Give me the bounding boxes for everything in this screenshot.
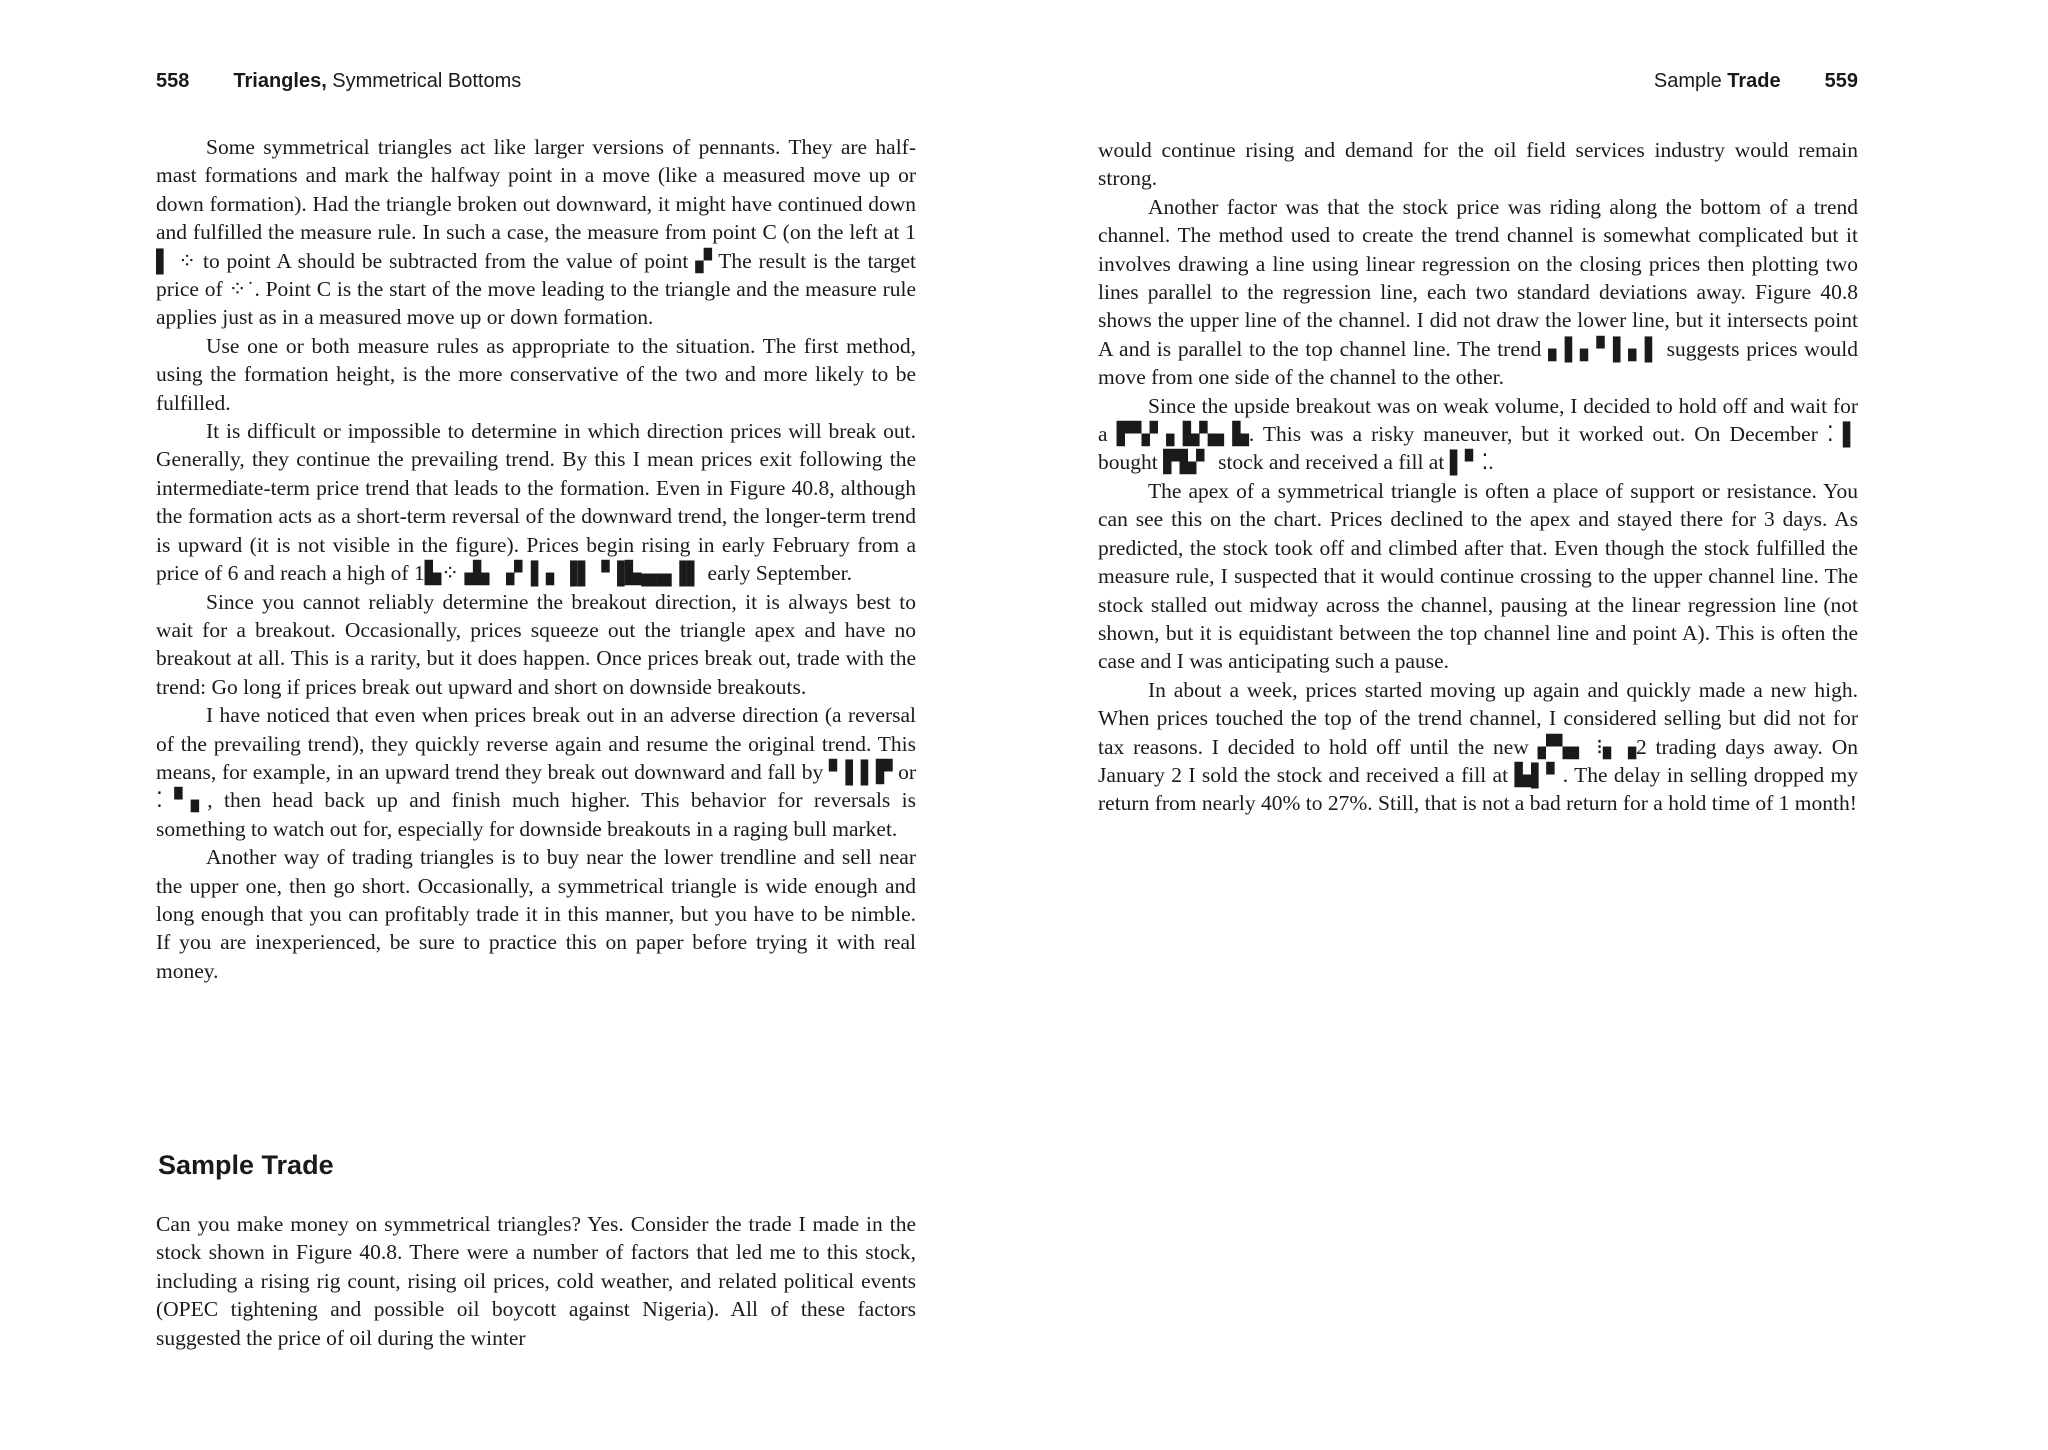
paragraph: Since the upside breakout was on weak volume, I decided to hold off and wait for a ▛▚▘▖▙▚▖▙. This was a risky maneuver, but it worked out. On December ⁚ ▌ bought ▛▙▘ stock and received a fill at ▌▘⁚. bbox=[1098, 393, 1858, 475]
chapter-subtitle: Symmetrical Bottoms bbox=[326, 70, 522, 92]
left-body-text bbox=[156, 133, 916, 985]
paragraph: Since you cannot reliably determine the breakout direction, it is always best to wait for a breakout. Occasionally, prices squeeze out the triangle apex and have no breakout at all. This is a rarity, but it does happen. Once prices break out, trade with the trend: Go long if prices break out upward and short on downside breakouts. bbox=[156, 589, 916, 699]
paragraph: Use one or both measure rules as appropriate to the situation. The first method, using the formation height, is the more conservative of the two and more likely to be fulfilled. bbox=[156, 333, 916, 415]
paragraph: Can you make money on symmetrical triangles? Yes. Consider the trade I made in the stock shown in Figure 40.8. There were a number of factors that led me to this stock, including a rising rig count, rising oil prices, cold weather, and related political events (OPEC tightening and possible oil boycott against Nigeria). All of these factors suggested the price of oil during the winter bbox=[156, 1212, 916, 1350]
section-body-text bbox=[156, 1210, 916, 1352]
paragraph: Some symmetrical triangles act like larger versions of pennants. They are half-mast formations and mark the halfway point in a move (like a measured move up or down formation). Had the triangle broken out downward, it might have continued down and fulfilled the measure rule. In such a case, the measure from point C (on the left at 1 ▌ ⁘ to point A should be subtracted from the value of point ▞ The result is the target price of ⁘˙. Point C is the start of the move leading to the triangle and the measure rule applies just as in a measured move up or down formation. bbox=[156, 135, 916, 330]
page-number-left: 558 bbox=[156, 70, 190, 92]
paragraph: I have noticed that even when prices break out in an adverse direction (a reversal of the prevailing trend), they quickly reverse again and resume the original trend. This means, for example, in an upward trend they break out downward and fall by ▘▌▌▛ or ⁚ ▘▖, then head back up and finish much higher. This behavior for reversals is something to watch out for, especially for downside breakouts in a raging bull market. bbox=[156, 703, 916, 841]
paragraph: Another way of trading triangles is to buy near the lower trendline and sell near the upper one, then go short. Occasionally, a symmetrical triangle is wide enough and long enough that you can profitably trade it in this manner, but you have to be nimble. If you are inexperienced, be sure to practice this on paper before trying it with real money. bbox=[156, 845, 916, 983]
section-title-bold: Trade bbox=[1727, 70, 1781, 92]
paragraph: It is difficult or impossible to determine in which direction prices will break out. Generally, they continue the prevailing trend. By this I mean prices exit following the intermediate-term price trend that leads to the formation. Even in Figure 40.8, although the formation acts as a short-term reversal of the downward trend, the longer-term trend is upward (it is not visible in the figure). Prices begin rising in early February from a price of 6 and reach a high of 1▙⁘ ▟▖▗▘▌▖▐▌▝▐▙▄▄▐▌ early September. bbox=[156, 419, 916, 586]
right-body-text bbox=[1098, 136, 1858, 818]
left-running-head bbox=[156, 70, 521, 93]
paragraph: would continue rising and demand for the oil field services industry would remain strong. bbox=[1098, 138, 1858, 191]
paragraph: The apex of a symmetrical triangle is often a place of support or resistance. You can see this on the chart. Prices declined to the apex and stayed there for 3 days. As predicted, the stock took off and climbed after that. Even though the stock fulfilled the measure rule, I suspected that it would continue crossing to the upper channel line. The stock stalled out midway across the channel, pausing at the linear regression line (not shown, but it is equidistant between the top channel line and point A). This is often the case and I was anticipating such a pause. bbox=[1098, 478, 1858, 674]
section-title-prefix: Sample bbox=[1653, 70, 1728, 92]
chapter-title: Triangles, bbox=[233, 70, 327, 92]
paragraph: In about a week, prices started moving up again and quickly made a new high. When prices touched the top of the trend channel, I considered selling but did not for tax reasons. I decided to hold off until the new ▞▚▖ ⁝▖▗2 trading days away. On January 2 I sold the stock and received a fill at ▙▌▘. The delay in selling dropped my return from nearly 40% to 27%. Still, that is not a bad return for a hold time of 1 month! bbox=[1098, 677, 1858, 816]
section-heading: Sample Trade bbox=[158, 1150, 334, 1180]
right-running-head bbox=[1654, 70, 1858, 93]
page-number-right: 559 bbox=[1824, 70, 1858, 92]
paragraph: Another factor was that the stock price was riding along the bottom of a trend channel. The method used to create the trend channel is somewhat complicated but it involves drawing a line using linear regression on the closing prices then plotting two lines parallel to the regression line, each two standard deviations away. Figure 40.8 shows the upper line of the channel. I did not draw the lower line, but it intersects point A and is parallel to the top channel line. The trend ▖▌▖▘▌▖▌ suggests prices would move from one side of the channel to the other. bbox=[1098, 194, 1858, 390]
